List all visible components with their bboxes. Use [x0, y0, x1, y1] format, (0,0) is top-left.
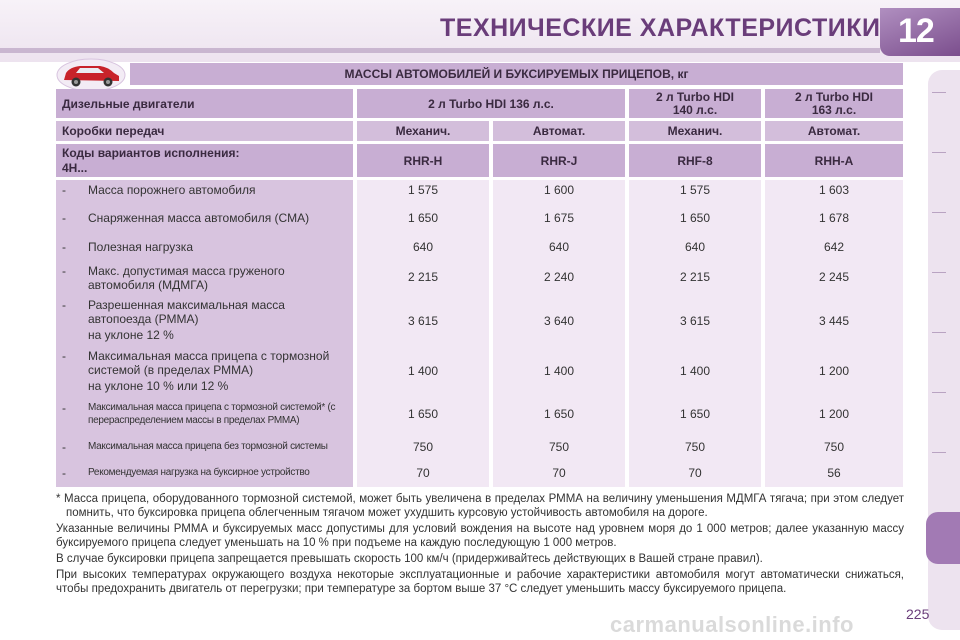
- row-label-text: Рекомендуемая нагрузка на буксирное устройство: [88, 467, 310, 478]
- table-cell: 2 215: [407, 270, 439, 284]
- row-dash: -: [62, 440, 66, 454]
- row-dash: -: [62, 240, 66, 254]
- rail-tick: [932, 452, 946, 453]
- note-paragraph-speed: В случае буксировки прицепа запрещается превышать скорость 100 км/ч (придерживайтесь действующих в Вашей стране правил).: [56, 553, 763, 565]
- table-cell: 56: [827, 466, 841, 480]
- code-col-2: RHR-J: [493, 144, 625, 177]
- table-cell: 640: [548, 240, 570, 254]
- table-cell: 3 640: [543, 314, 575, 328]
- engine-col-2: 2 л Turbo HDI 140 л.с.: [629, 89, 761, 118]
- page-number: 225: [906, 606, 930, 622]
- note-paragraph-altitude: Указанные величины РММА и буксируемых масс допустимы для условий вождения на высоте над уровнем моря до 1 000 метров; далее указанную массу буксируемого прицепа следует уменьшать на 10 % при подъеме на каждую последующую 1 000 метров.: [56, 523, 904, 549]
- code-col-1: RHR-H: [357, 144, 489, 177]
- notes-section: [56, 492, 904, 598]
- row-dash: -: [62, 183, 66, 197]
- rail-tick: [932, 392, 946, 393]
- gearbox-col-2: Автомат.: [493, 121, 625, 141]
- rail-tick: [932, 92, 946, 93]
- table-cell: 3 615: [679, 314, 711, 328]
- engines-label: Дизельные двигатели: [56, 89, 353, 118]
- table-cell: 642: [823, 240, 845, 254]
- row-dash: -: [62, 264, 66, 278]
- footnote: * Масса прицепа, оборудованного тормозной системой, может быть увеличена в пределах РММА на величину уменьшения МДМГА тягача; при этом следует помнить, что буксировка прицепа облегченным тягачом может ухудшить курсовую устойчивость автомобиля на дороге.: [56, 493, 904, 519]
- table-cell: 1 675: [543, 211, 575, 225]
- table-cell: 750: [823, 440, 845, 454]
- code-col-4: RHH-A: [765, 144, 903, 177]
- row-label-text: Максимальная масса прицепа с тормозной системой (в пределах РММА): [88, 349, 330, 377]
- table-cell: 1 603: [818, 183, 850, 197]
- table-cell: 2 245: [818, 270, 850, 284]
- table-cell: 1 575: [407, 183, 439, 197]
- table-cell: 1 650: [679, 407, 711, 421]
- table-cell: 2 240: [543, 270, 575, 284]
- table-cell: 70: [552, 466, 566, 480]
- table-cell: 1 400: [543, 364, 575, 378]
- row-label-text: Разрешенная максимальная масса автопоезда (РММА): [88, 298, 285, 326]
- row-label-text: Максимальная масса прицепа без тормозной системы: [88, 441, 328, 452]
- table-cell: 70: [416, 466, 430, 480]
- table-cell: 1 200: [818, 407, 850, 421]
- table-cell: 640: [412, 240, 434, 254]
- table-cell: 2 215: [679, 270, 711, 284]
- table-cell: 1 650: [407, 211, 439, 225]
- gearbox-label: Коробки передач: [56, 121, 353, 141]
- header-stripe: [0, 48, 880, 53]
- row-dash: -: [62, 466, 66, 480]
- rail-active-tab[interactable]: [926, 512, 960, 564]
- gearbox-col-1: Механич.: [357, 121, 489, 141]
- chapter-number: 12: [898, 12, 934, 50]
- codes-label: [56, 144, 353, 177]
- row-dash: -: [62, 349, 66, 363]
- row-label-text: Максимальная масса прицепа с тормозной системой* (с перераспределением массы в пределах РММА): [88, 402, 336, 426]
- row-label-text: Снаряженная масса автомобиля (СМА): [88, 211, 310, 225]
- table-cell: 1 678: [818, 211, 850, 225]
- table-cell: 3 445: [818, 314, 850, 328]
- table-cell: 1 575: [679, 183, 711, 197]
- row-dash: -: [62, 298, 66, 312]
- table-cell: 1 400: [407, 364, 439, 378]
- table-cell: 1 650: [407, 407, 439, 421]
- table-cell: 750: [548, 440, 570, 454]
- car-icon: [56, 58, 126, 92]
- table-cell: 640: [684, 240, 706, 254]
- row-label-text: Масса порожнего автомобиля: [88, 183, 256, 197]
- row-label-text: Макс. допустимая масса груженого автомобиля (МДМГА): [88, 264, 285, 292]
- gearbox-col-3: Механич.: [629, 121, 761, 141]
- engine-col-3: 2 л Turbo HDI 163 л.с.: [765, 89, 903, 118]
- watermark: carmanualsonline.info: [610, 612, 854, 637]
- page-title: ТЕХНИЧЕСКИЕ ХАРАКТЕРИСТИКИ: [440, 14, 881, 42]
- table-cell: 3 615: [407, 314, 439, 328]
- engine-col-1: 2 л Turbo HDI 136 л.с.: [357, 89, 625, 118]
- table-cell: 1 650: [543, 407, 575, 421]
- table-cell: 1 650: [679, 211, 711, 225]
- table-cell: 70: [688, 466, 702, 480]
- table-title: МАССЫ АВТОМОБИЛЕЙ И БУКСИРУЕМЫХ ПРИЦЕПОВ, кг: [130, 63, 903, 85]
- gearbox-col-4: Автомат.: [765, 121, 903, 141]
- codes-label-line-1: Коды вариантов исполнения:: [62, 146, 240, 160]
- table-cell: 1 200: [818, 364, 850, 378]
- rail-tick: [932, 272, 946, 273]
- table-cell: 750: [684, 440, 706, 454]
- row-sublabel-text: на уклоне 12 %: [88, 328, 174, 342]
- row-sublabel-text: на уклоне 10 % или 12 %: [88, 379, 229, 393]
- table-cell: 1 600: [543, 183, 575, 197]
- rail-tick: [932, 152, 946, 153]
- row-label-text: Полезная нагрузка: [88, 240, 193, 254]
- rail-tick: [932, 332, 946, 333]
- rail-tick: [932, 212, 946, 213]
- note-paragraph-temperature: При высоких температурах окружающего воздуха некоторые эксплуатационные и рабочие характеристики автомобиля могут автоматически снижаться, чтобы предохранить двигатель от перегрузки; при температуре за бортом выше 37 °C следует уменьшить массу буксируемого прицепа.: [56, 569, 904, 595]
- codes-label-line-2: 4H...: [62, 161, 88, 175]
- row-dash: -: [62, 211, 66, 225]
- table-cell: 1 400: [679, 364, 711, 378]
- table-cell: 750: [412, 440, 434, 454]
- row-dash: -: [62, 401, 66, 415]
- code-col-3: RHF-8: [629, 144, 761, 177]
